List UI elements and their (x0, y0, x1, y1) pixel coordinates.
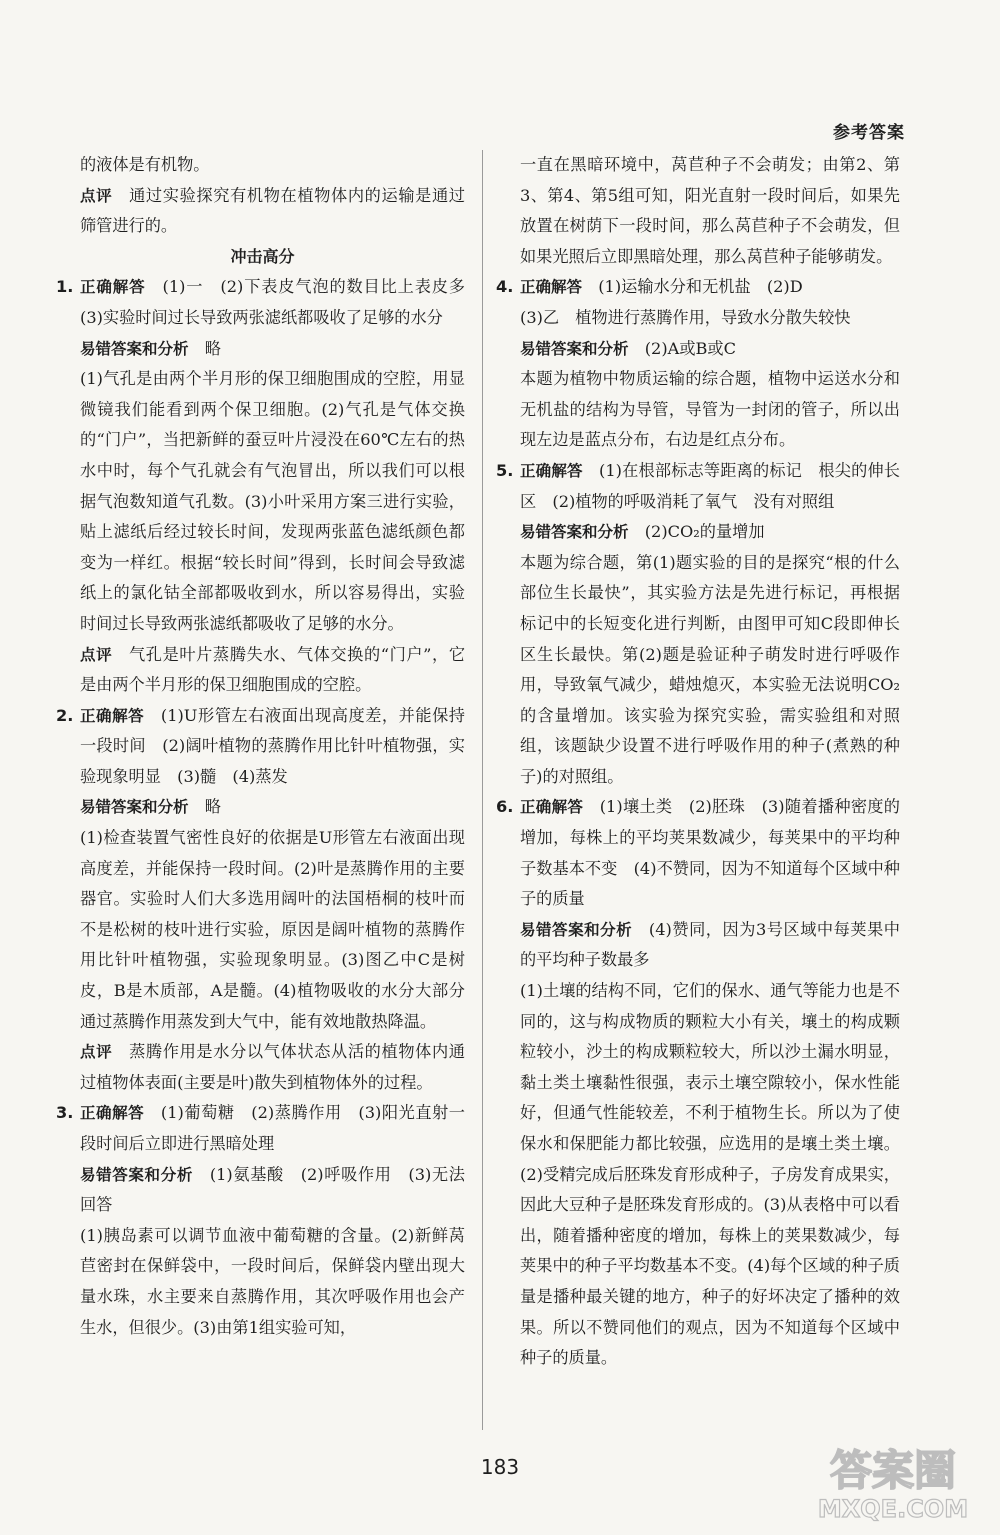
question-4 (496, 272, 900, 456)
q4-analysis: 本题为植物中物质运输的综合题，植物中运送水分和无机盐的结构为导管，导管为一封闭的管子，所以出现左边是蓝点分布，右边是红点分布。 (520, 369, 900, 450)
comment-label: 点评 (80, 1043, 113, 1062)
q3-answer-text: (1)葡萄糖 (2)蒸腾作用 (3)阳光直射一段时间后立即进行黑暗处理 (80, 1103, 465, 1153)
q4-answer (520, 272, 900, 303)
question-2-number: 2. (56, 705, 74, 725)
watermark-url: MXQE.COM (817, 1495, 969, 1523)
left-column (56, 150, 482, 1343)
q2-comment (80, 1037, 465, 1098)
q2-analysis: (1)检查装置气密性良好的依据是U形管左右液面出现高度差，并能保持一段时间。(2)叶是蒸腾作用的主要器官。实验时人们大多选用阔叶的法国梧桐的枝叶而不是松树的枝叶进行实验，原因是阔叶植物的蒸腾作用比针叶植物强，实验现象明显。(3)图乙中C是树皮，B是木质部，A是髓。(4)植物吸收的水分大部分通过蒸腾作用蒸发到大气中，能有效地散热降温。 (80, 828, 465, 1031)
q1-answer (80, 272, 482, 333)
correct-label: 正确解答 (80, 278, 146, 297)
q6-error (520, 915, 900, 976)
question-5-number: 5. (496, 460, 514, 480)
error-label: 易错答案和分析 (80, 1165, 193, 1184)
page-number: 183 (480, 1455, 520, 1479)
right-column (496, 150, 900, 1374)
q2-error (80, 792, 465, 823)
intro-line: 的液体是有机物。 (80, 155, 210, 174)
q1-error (80, 334, 465, 365)
comment-label: 点评 (80, 645, 113, 664)
question-6-number: 6. (496, 797, 514, 817)
q6-answer-text: (1)壤土类 (2)胚珠 (3)随着播种密度的增加，每株上的平均荚果数减少，每荚果中的平均种子数基本不变 (4)不赞同，因为不知道每个区域中种子的质量 (520, 797, 900, 909)
q1-error-text: 略 (204, 338, 221, 358)
q2-error-text: 略 (204, 797, 221, 817)
question-6 (496, 792, 900, 1373)
q4-error (520, 334, 900, 365)
q1-answer-text: (1)一 (2)下表皮气泡的数目比上表皮多 (3)实验时间过长导致两张滤纸都吸收了足够的水分 (80, 277, 482, 327)
watermark-text: 答案圈 (829, 1446, 957, 1495)
q3-analysis: (1)胰岛素可以调节血液中葡萄糖的含量。(2)新鲜莴苣密封在保鲜袋中，一段时间后，保鲜袋内壁出现大量水珠，水主要来自蒸腾作用，其次呼吸作用也会产生水，但很少。(3)由第1组实验可知， (80, 1225, 465, 1337)
q1-comment-text: 气孔是叶片蒸腾失水、气体交换的“门户”，它是由两个半月形的保卫细胞围成的空腔。 (80, 644, 466, 695)
q1-comment (80, 640, 465, 701)
error-label: 易错答案和分析 (80, 798, 189, 817)
question-2 (56, 701, 465, 1099)
intro-comment-text: 通过实验探究有机物在植物体内的运输是通过筛管进行的。 (80, 185, 465, 236)
q5-answer-text: (1)在根部标志等距离的标记 根尖的伸长区 (2)植物的呼吸消耗了氧气 没有对照组 (520, 460, 900, 511)
q3-analysis-continued: 一直在黑暗环境中，莴苣种子不会萌发；由第2、第3、第4、第5组可知，阳光直射一段时间后，如果先放置在树荫下一段时间，那么莴苣种子不会萌发，但如果光照后立即黑暗处理，那么莴苣种子能够萌发。 (520, 155, 900, 266)
q4-error-text: (2)A或B或C (644, 338, 736, 358)
error-label: 易错答案和分析 (520, 523, 629, 542)
q2-comment-text: 蒸腾作用是水分以气体状态从活的植物体内通过植物体表面(主要是叶)散失到植物体外的过程。 (80, 1042, 465, 1092)
intro-comment (60, 181, 465, 242)
error-label: 易错答案和分析 (80, 339, 189, 358)
q4-answer-2: (3)乙 植物进行蒸腾作用，导致水分散失较快 (520, 307, 851, 327)
question-1 (56, 272, 482, 700)
question-1-number: 1. (56, 277, 74, 297)
correct-label: 正确解答 (520, 278, 583, 297)
q3-error (80, 1160, 465, 1221)
q6-analysis: (1)土壤的结构不同，它们的保水、通气等能力也是不同的，这与构成物质的颗粒大小有关，壤土的构成颗粒较小，沙土的构成颗粒较大，所以沙土漏水明显，黏土类土壤黏性很强，表示土壤空隙较小，保水性能好，但通气性能较差，不利于植物生长。所以为了使保水和保肥能力都比较强，应选用的是壤土类土壤。(2)受精完成后胚珠发育形成种子，子房发育成果实，因此大豆种子是胚珠发育形成的。(3)从表格中可以看出，随着播种密度的增加，每株上的荚果数减少，每荚果中的种子平均数基本不变。(4)每个区域的种子质量是播种最关键的地方，种子的好坏决定了播种的效果。所以不赞同他们的观点，因为不知道每个区域中种子的质量。 (520, 981, 900, 1368)
section-title: 冲击高分 (230, 246, 295, 266)
q6-answer (520, 792, 900, 914)
question-4-number: 4. (496, 277, 514, 297)
q5-error (520, 517, 900, 548)
q2-answer-text: (1)U形管左右液面出现高度差，并能保持一段时间 (2)阔叶植物的蒸腾作用比针叶植物强，实验现象明显 (3)髓 (4)蒸发 (80, 705, 465, 786)
q2-answer (80, 701, 465, 793)
q3-error-text: (1)氨基酸 (2)呼吸作用 (3)无法回答 (80, 1164, 465, 1215)
question-3-number: 3. (56, 1103, 74, 1123)
correct-label: 正确解答 (80, 1104, 145, 1123)
correct-label: 正确解答 (520, 461, 583, 480)
column-divider (482, 150, 483, 1430)
question-3 (56, 1098, 465, 1343)
error-label: 易错答案和分析 (520, 920, 633, 939)
watermark-logo (808, 1435, 978, 1525)
q1-analysis: (1)气孔是由两个半月形的保卫细胞围成的空腔，用显微镜我们能看到两个保卫细胞。(2)气孔是气体交换的“门户”，当把新鲜的蚕豆叶片浸没在60℃左右的热水中时，每个气孔就会有气泡冒出，所以我们可以根据气泡数知道气孔数。(3)小叶采用方案三进行实验，贴上滤纸后经过较长时间，发现两张蓝色滤纸颜色都变为一样红。根据“较长时间”得到，长时间会导致滤纸上的氯化钴全部都吸收到水，所以容易得出，实验时间过长导致两张滤纸都吸收了足够的水分。 (80, 369, 465, 633)
q6-error-text: (4)赞同，因为3号区域中每荚果中的平均种子数最多 (520, 919, 900, 970)
q4-answer-text: (1)运输水分和无机盐 (2)D (598, 277, 803, 297)
correct-label: 正确解答 (80, 706, 145, 725)
correct-label: 正确解答 (520, 798, 584, 817)
error-label: 易错答案和分析 (520, 339, 629, 358)
comment-label: 点评 (80, 186, 113, 205)
question-5 (496, 456, 900, 793)
q5-analysis: 本题为综合题，第(1)题实验的目的是探究“根的什么部位生长最快”，其实验方法是先进行标记，再根据标记中的长短变化进行判断，由图甲可知C段即伸长区生长最快。第(2)题是验证种子萌发时进行呼吸作用，导致氧气减少，蜡烛熄灭，本实验无法说明CO₂的含量增加。该实验为探究实验，需实验组和对照组，该题缺少设置不进行呼吸作用的种子(煮熟的种子)的对照组。 (520, 552, 900, 786)
page-header-title: 参考答案 (833, 123, 905, 143)
q5-answer (520, 456, 900, 517)
q3-answer (80, 1098, 465, 1159)
q5-error-text: (2)CO₂的量增加 (644, 522, 765, 542)
